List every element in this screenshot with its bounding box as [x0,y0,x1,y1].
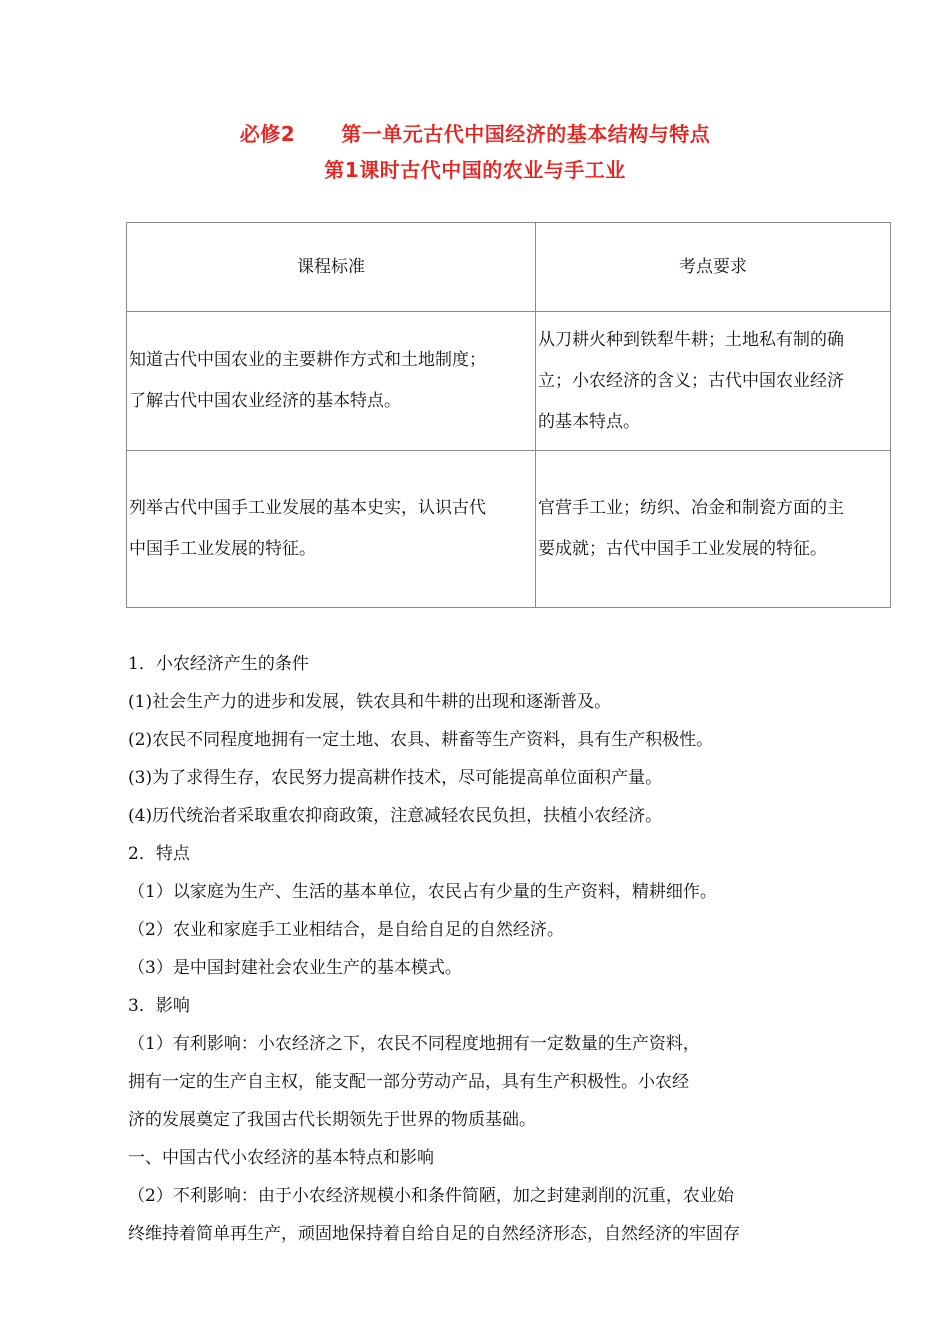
lesson-title: 第1课时古代中国的农业与手工业 [324,158,626,182]
cell-line: 中国手工业发展的特征。 [129,539,316,559]
curriculum-table [126,222,891,608]
header-exam-requirements: 考点要求 [536,223,891,312]
table-cell-requirement [536,451,891,608]
paragraph-line: 终维持着简单再生产，顽固地保持着自给自足的自然经济形态，自然经济的牢固存 [128,1224,740,1244]
table-cell-standard [127,451,536,608]
table-cell-requirement [536,312,891,451]
cell-line: 官营手工业；纺织、冶金和制瓷方面的主 [538,498,844,518]
cell-line: 了解古代中国农业经济的基本特点。 [129,391,401,411]
cell-line: 的基本特点。 [538,411,640,432]
paragraph-line: （1）有利影响：小农经济之下，农民不同程度地拥有一定数量的生产资料， [128,1034,700,1054]
paragraph-line: （2）农业和家庭手工业相结合，是自给自足的自然经济。 [128,920,564,940]
paragraph-line: (1)社会生产力的进步和发展，铁农具和牛耕的出现和逐渐普及。 [128,692,612,712]
paragraph-line: (3)为了求得生存，农民努力提高耕作技术，尽可能提高单位面积产量。 [128,768,663,788]
section-heading: 2．特点 [128,844,190,864]
paragraph-line: （2）不利影响：由于小农经济规模小和条件简陋，加之封建剥削的沉重，农业始 [128,1186,734,1206]
cell-line: 从刀耕火种到铁犁牛耕；土地私有制的确 [538,329,844,350]
table-cell-standard [127,312,536,451]
table-row [127,451,891,608]
paragraph-line: 济的发展奠定了我国古代长期领先于世界的物质基础。 [128,1110,536,1130]
section-heading: 3．影响 [128,996,190,1016]
section-heading: 1．小农经济产生的条件 [128,654,309,674]
document-title [0,118,950,147]
cell-line: 立；小农经济的含义；古代中国农业经济 [538,370,844,391]
header-curriculum-standard: 课程标准 [127,223,536,312]
body-text [128,645,828,1253]
paragraph-line: 拥有一定的生产自主权，能支配一部分劳动产品，具有生产积极性。小农经 [128,1072,689,1092]
paragraph-line: （3）是中国封建社会农业生产的基本模式。 [128,958,462,978]
cell-line: 列举古代中国手工业发展的基本史实，认识古代 [129,498,486,518]
cell-line: 知道古代中国农业的主要耕作方式和土地制度； [129,350,486,370]
table-row [127,312,891,451]
paragraph-line: (2)农民不同程度地拥有一定土地、农具、耕畜等生产资料，具有生产积极性。 [128,730,714,750]
cell-line: 要成就；古代中国手工业发展的特征。 [538,539,827,559]
module-label: 必修2 [239,122,296,146]
unit-title: 第一单元古代中国经济的基本结构与特点 [341,122,711,146]
paragraph-line: (4)历代统治者采取重农抑商政策，注意减轻农民负担，扶植小农经济。 [128,806,663,826]
section-heading: 一、中国古代小农经济的基本特点和影响 [128,1148,434,1168]
table-header-row [127,223,891,312]
paragraph-line: （1）以家庭为生产、生活的基本单位，农民占有少量的生产资料，精耕细作。 [128,882,717,902]
